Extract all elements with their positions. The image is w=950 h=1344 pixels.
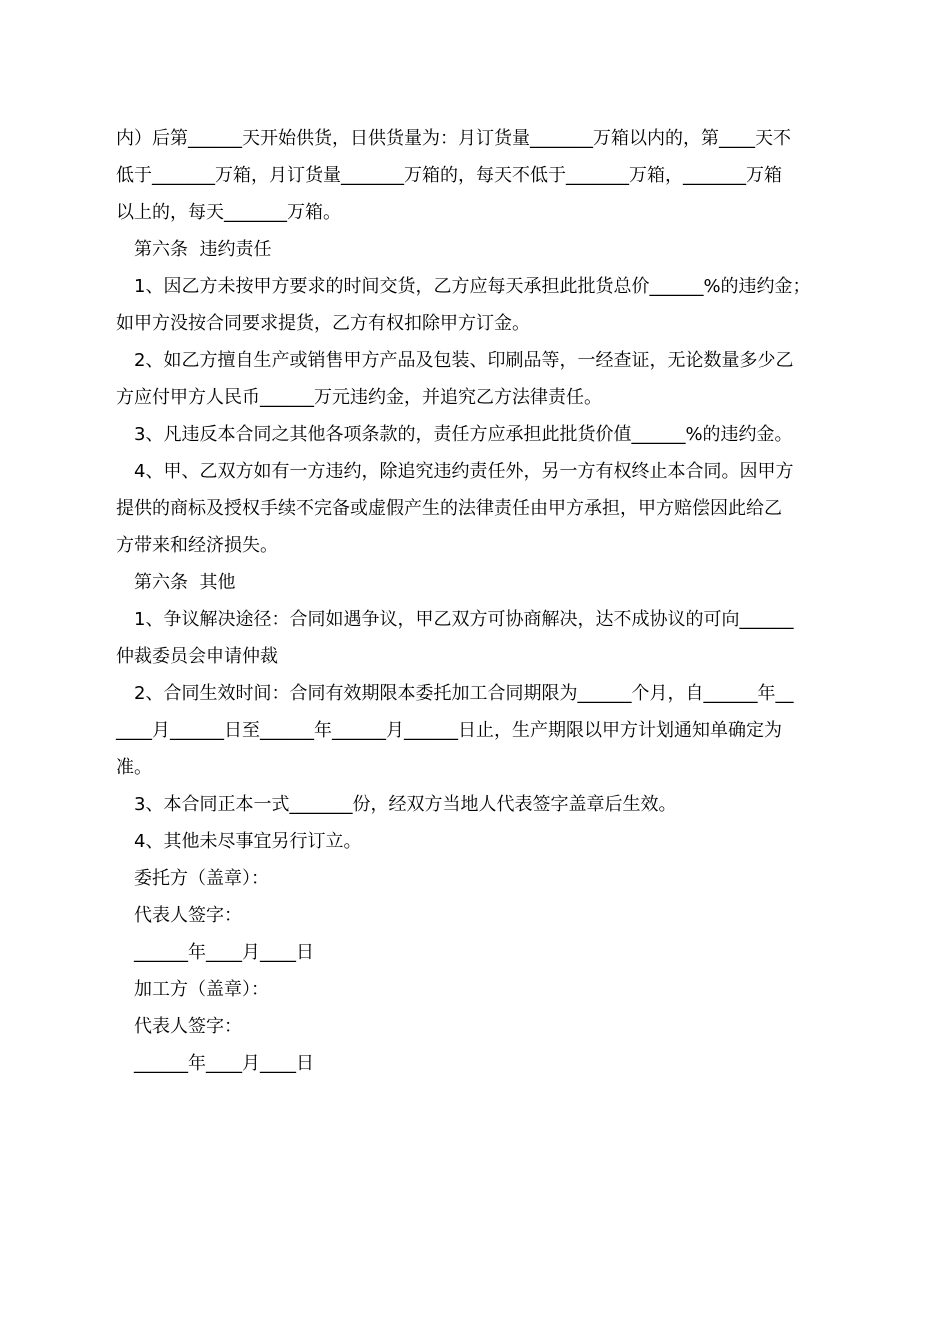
- consignor-date-line: [116, 934, 836, 971]
- contract-page: [116, 120, 836, 1082]
- section-heading: 第六条 违约责任: [134, 239, 272, 260]
- processor-seal-label: [116, 971, 836, 1008]
- consignor-seal-label: [116, 860, 836, 897]
- text-line: 低于_______万箱，月订货量_______万箱的，每天不低于_______万箱，_______万箱: [116, 165, 782, 186]
- text-line: ____月______日至______年______月______日止，生产期限以甲方计划通知单确定为: [116, 720, 782, 741]
- other-clause-3: [116, 786, 836, 823]
- text-line: 3、凡违反本合同之其他各项条款的，责任方应承担此批货价值______%的违约金。: [134, 424, 793, 445]
- supply-schedule-paragraph: [116, 120, 836, 231]
- text-line: 以上的，每天_______万箱。: [116, 202, 341, 223]
- text-line: ______年____月____日: [134, 942, 314, 963]
- section-heading-other: [116, 564, 836, 601]
- text-line: 2、如乙方擅自生产或销售甲方产品及包装、印刷品等，一经查证，无论数量多少乙: [134, 350, 794, 371]
- liability-clause-1: [116, 268, 836, 342]
- other-clause-4: [116, 823, 836, 860]
- section-heading: 第六条 其他: [134, 572, 236, 593]
- text-line: 1、争议解决途径：合同如遇争议，甲乙双方可协商解决，达不成协议的可向______: [134, 609, 794, 630]
- text-line: 如甲方没按合同要求提货，乙方有权扣除甲方订金。: [116, 313, 530, 334]
- text-line: 内）后第______天开始供货，日供货量为：月订货量_______万箱以内的，第____天不: [116, 128, 791, 149]
- liability-clause-2: [116, 342, 836, 416]
- text-line: 4、甲、乙双方如有一方违约，除追究违约责任外，另一方有权终止本合同。因甲方: [134, 461, 794, 482]
- liability-clause-3: [116, 416, 836, 453]
- text-line: 仲裁委员会申请仲裁: [116, 646, 278, 667]
- text-line: 准。: [116, 757, 152, 778]
- text-line: 3、本合同正本一式_______份，经双方当地人代表签字盖章后生效。: [134, 794, 677, 815]
- processor-representative-label: [116, 1008, 836, 1045]
- text-line: 方带来和经济损失。: [116, 535, 278, 556]
- text-line: ______年____月____日: [134, 1053, 314, 1074]
- text-line: 代表人签字：: [134, 905, 242, 926]
- consignor-representative-label: [116, 897, 836, 934]
- text-line: 4、其他未尽事宜另行订立。: [134, 831, 362, 852]
- text-line: 委托方（盖章）：: [134, 868, 269, 889]
- text-line: 方应付甲方人民币______万元违约金，并追究乙方法律责任。: [116, 387, 602, 408]
- text-line: 提供的商标及授权手续不完备或虚假产生的法律责任由甲方承担，甲方赔偿因此给乙: [116, 498, 782, 519]
- other-clause-2: [116, 675, 836, 786]
- text-line: 加工方（盖章）：: [134, 979, 269, 1000]
- text-line: 2、合同生效时间：合同有效期限本委托加工合同期限为______个月，自______年__: [134, 683, 794, 704]
- section-heading-liability: [116, 231, 836, 268]
- text-line: 代表人签字：: [134, 1016, 242, 1037]
- processor-date-line: [116, 1045, 836, 1082]
- text-line: 1、因乙方未按甲方要求的时间交货，乙方应每天承担此批货总价______%的违约金；: [134, 276, 811, 297]
- liability-clause-4: [116, 453, 836, 564]
- other-clause-1: [116, 601, 836, 675]
